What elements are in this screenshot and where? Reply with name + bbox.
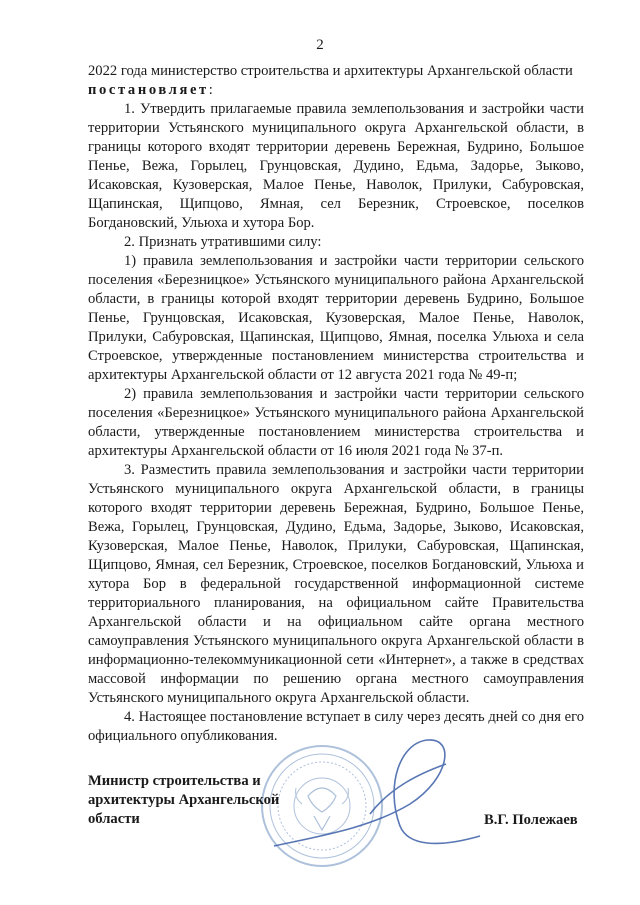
resolves-word: постановляет — [88, 82, 209, 98]
paragraph-item-2: 2. Признать утратившими силу: — [124, 234, 322, 250]
paragraph-item-2-2: 2) правила землепользования и застройки части территории сельского поселения «Березницкое» Устьянского муниципального района Архангельской области, утвержденные постановлением министерства строительства и архитектуры Архангельской области от 16 июля 2021 года № 37-п. — [88, 386, 584, 459]
paragraph-resolves — [88, 81, 584, 100]
resolves-colon: : — [208, 82, 213, 98]
signatory-name: В.Г. Полежаев — [484, 812, 578, 828]
paragraph-continuation: 2022 года министерство строительства и архитектуры Архангельской области — [88, 63, 573, 79]
page-number: 2 — [316, 37, 324, 53]
paragraph-item-3: 3. Разместить правила землепользования и застройки части территории Устьянского муниципального округа Архангельской области, в границы которого входят территории деревень Бережная, Будрино, Большое Пенье, Вежа, Горылец, Грунцовская, Дудино, Едьма, Задорье, Зыково, Исаковская, Кузоверская, Малое Пенье, Наволок, Прилуки, Сабуровская, Щапинская, Щипцово, Ямная, сел Березник, Строевское, поселков Богдановский, Ульюха и хутора Бор в федеральной государственной информационной системе территориального планирования, на официальном сайте Правительства Архангельской области и на официальном сайте органа местного самоуправления Устьянского муниципального округа Архангельской области в информационно-телекоммуникационной сети «Интернет», а также в средствах массовой информации по решению органа местного самоуправления Устьянского муниципального округа Архангельской области. — [88, 462, 584, 706]
paragraph-item-4: 4. Настоящее постановление вступает в силу через десять дней со дня его официального опубликования. — [88, 709, 584, 744]
paragraph-item-2-1: 1) правила землепользования и застройки части территории сельского поселения «Березницкое» Устьянского муниципального района Архангельской области, в границы которой входят территории деревень Будрино, Большое Пенье, Грунцовская, Исаковская, Кузоверская, Малое Пенье, Наволок, Прилуки, Сабуровская, Щапинская, Щипцово, Ямная, поселка Ульюха и села Строевское, утвержденные постановлением министерства строительства и архитектуры Архангельской области от 12 августа 2021 года № 49-п; — [88, 253, 584, 383]
signatory-title: Министр строительства и архитектуры Архангельской области — [88, 773, 280, 827]
paragraph-item-1: 1. Утвердить прилагаемые правила землепользования и застройки части территории Устьянского муниципального округа Архангельской области, в границы которого входят территории деревень Бережная, Будрино, Большое Пенье, Вежа, Горылец, Грунцовская, Дудино, Едьма, Задорье, Зыково, Исаковская, Кузоверская, Малое Пенье, Наволок, Прилуки, Сабуровская, Щапинская, Щипцово, Ямная, сел Березник, Строевское, поселков Богдановский, Ульюха и хутора Бор. — [88, 101, 584, 231]
document-body — [88, 62, 584, 746]
